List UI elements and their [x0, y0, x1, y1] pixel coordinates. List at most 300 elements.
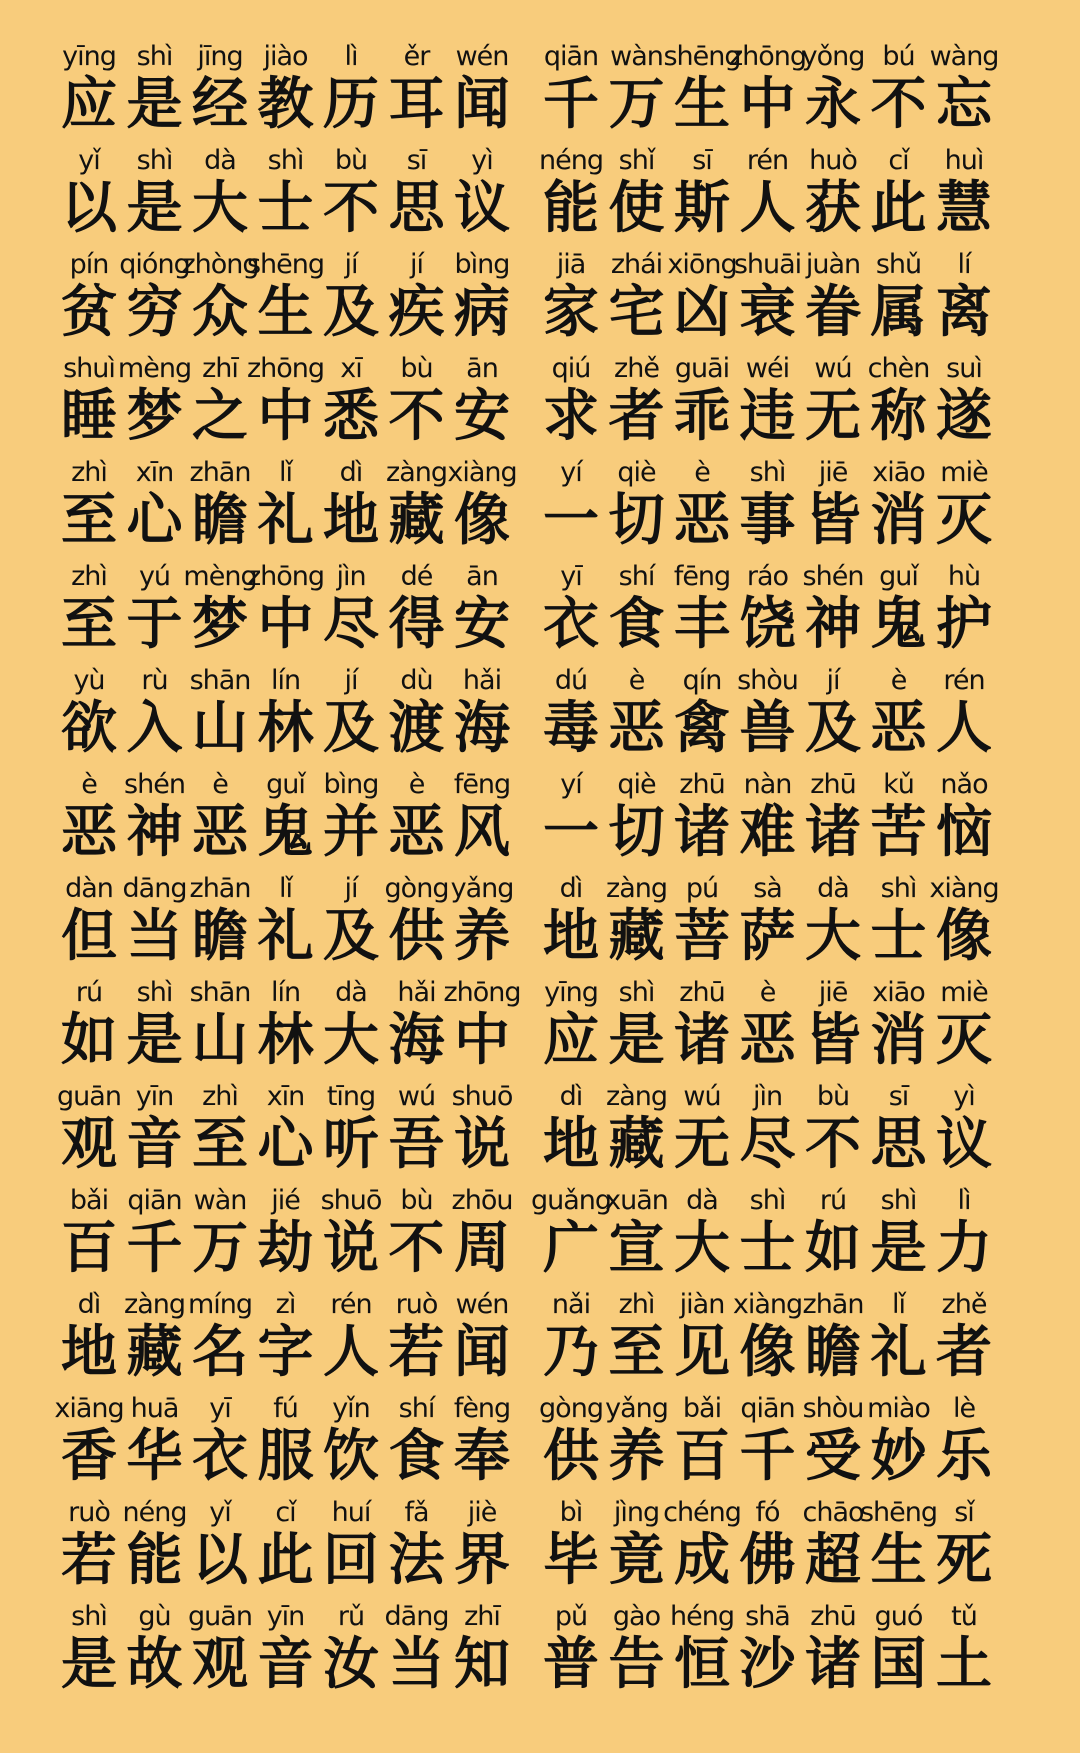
pinyin: cǐ — [275, 1497, 296, 1528]
hanzi: 地 — [543, 1112, 599, 1177]
pinyin: bù — [334, 145, 368, 176]
hanzi: 灭 — [936, 488, 992, 553]
character-cell — [54, 1392, 124, 1496]
pinyin: yīn — [135, 1081, 174, 1112]
pinyin: zhái — [610, 249, 663, 280]
character-cell — [124, 1600, 186, 1704]
character-cell — [189, 1600, 251, 1704]
pinyin: hù — [947, 561, 981, 592]
character-cell — [189, 1496, 251, 1600]
hanzi: 食 — [388, 1424, 445, 1489]
hanzi: 周 — [454, 1216, 510, 1281]
character-cell — [540, 248, 602, 352]
verse-line-right — [540, 1288, 995, 1392]
character-cell — [671, 664, 733, 768]
character-cell — [933, 248, 995, 352]
character-cell — [540, 872, 602, 976]
pinyin: shén — [802, 561, 864, 592]
hanzi: 忘 — [936, 72, 992, 137]
pinyin: xiāo — [872, 457, 925, 488]
character-cell — [540, 560, 602, 664]
character-cell — [386, 248, 448, 352]
pinyin: qiān — [543, 41, 599, 72]
verse-row — [0, 768, 1080, 872]
pinyin: bì — [559, 1497, 583, 1528]
pinyin: wén — [455, 1289, 509, 1320]
pinyin: yǐn — [332, 1393, 370, 1424]
pinyin: xiàng — [732, 1289, 803, 1320]
pinyin: hǎi — [397, 977, 436, 1008]
pinyin: yì — [471, 145, 493, 176]
character-cell — [451, 1288, 513, 1392]
character-cell — [540, 456, 602, 560]
pinyin: bù — [400, 1185, 433, 1216]
hanzi: 大 — [192, 176, 248, 241]
hanzi: 凶 — [674, 280, 730, 345]
character-cell — [124, 1392, 186, 1496]
hanzi: 入 — [126, 696, 183, 761]
pinyin: jiè — [467, 1497, 497, 1528]
hanzi: 法 — [388, 1528, 445, 1593]
pinyin: miè — [940, 977, 988, 1008]
verse-line-right — [540, 1600, 995, 1704]
character-cell — [451, 1080, 513, 1184]
pinyin: bìng — [323, 769, 379, 800]
character-cell — [802, 248, 864, 352]
hanzi: 不 — [388, 384, 445, 449]
character-cell — [732, 1288, 803, 1392]
hanzi: 中 — [257, 592, 314, 657]
character-cell — [320, 144, 382, 248]
pinyin: shì — [749, 1185, 786, 1216]
hanzi: 人 — [323, 1320, 379, 1385]
character-cell — [189, 1080, 251, 1184]
hanzi: 海 — [388, 1008, 445, 1073]
hanzi: 乖 — [674, 384, 730, 449]
character-cell — [802, 1288, 864, 1392]
character-cell — [386, 976, 448, 1080]
hanzi: 地 — [543, 904, 599, 969]
hanzi: 苦 — [870, 800, 927, 865]
hanzi: 大 — [674, 1216, 730, 1281]
hanzi: 故 — [126, 1632, 183, 1697]
hanzi: 诸 — [674, 1008, 730, 1073]
hanzi: 不 — [805, 1112, 861, 1177]
pinyin: dāng — [384, 1601, 449, 1632]
character-cell — [124, 560, 186, 664]
character-cell — [606, 560, 668, 664]
hanzi: 衰 — [739, 280, 796, 345]
hanzi: 教 — [257, 72, 314, 137]
pinyin: dù — [400, 665, 433, 696]
character-cell — [320, 872, 382, 976]
hanzi: 中 — [454, 1008, 510, 1073]
hanzi: 听 — [323, 1112, 379, 1177]
character-cell — [737, 768, 799, 872]
pinyin: fú — [273, 1393, 298, 1424]
pinyin: shān — [189, 977, 251, 1008]
character-cell — [868, 144, 930, 248]
character-cell — [443, 976, 521, 1080]
character-cell — [320, 976, 382, 1080]
character-cell — [868, 40, 930, 144]
hanzi: 难 — [739, 800, 796, 865]
hanzi: 永 — [805, 72, 861, 137]
pinyin: yǎng — [605, 1393, 668, 1424]
character-cell — [802, 144, 864, 248]
pinyin: wú — [683, 1081, 721, 1112]
hanzi: 见 — [674, 1320, 730, 1385]
verse-row — [0, 1080, 1080, 1184]
character-cell — [255, 1184, 317, 1288]
pinyin: dì — [559, 873, 583, 904]
pinyin: nǎo — [940, 769, 988, 800]
character-cell — [671, 1080, 733, 1184]
character-cell — [802, 40, 864, 144]
character-cell — [386, 1184, 448, 1288]
hanzi: 闻 — [454, 72, 510, 137]
hanzi: 思 — [388, 176, 445, 241]
pinyin: xī — [340, 353, 362, 384]
pinyin: wú — [814, 353, 852, 384]
hanzi: 食 — [608, 592, 665, 657]
verse-line-right — [540, 40, 999, 144]
pinyin: xiōng — [667, 249, 737, 280]
hanzi: 思 — [870, 1112, 927, 1177]
hanzi: 像 — [936, 904, 992, 969]
character-cell — [255, 1600, 317, 1704]
character-cell — [540, 1392, 602, 1496]
character-cell — [868, 456, 930, 560]
hanzi: 士 — [257, 176, 314, 241]
pinyin: shì — [71, 1601, 107, 1632]
pinyin: guǎng — [530, 1185, 612, 1216]
character-cell — [451, 1600, 513, 1704]
hanzi: 安 — [454, 592, 510, 657]
character-cell — [606, 872, 668, 976]
pinyin: tīng — [326, 1081, 376, 1112]
pinyin: néng — [539, 145, 603, 176]
hanzi: 知 — [454, 1632, 510, 1697]
hanzi: 百 — [674, 1424, 730, 1489]
hanzi: 回 — [323, 1528, 379, 1593]
hanzi: 生 — [870, 1528, 927, 1593]
pinyin: dāng — [122, 873, 187, 904]
hanzi: 瞻 — [192, 488, 248, 553]
pinyin: gù — [138, 1601, 171, 1632]
pinyin: zàng — [124, 1289, 185, 1320]
character-cell — [933, 1600, 995, 1704]
hanzi: 海 — [454, 696, 510, 761]
character-cell — [189, 768, 251, 872]
character-cell — [540, 352, 602, 456]
hanzi: 山 — [192, 696, 248, 761]
character-cell — [124, 144, 186, 248]
hanzi: 之 — [192, 384, 248, 449]
hanzi: 诸 — [805, 1632, 861, 1697]
character-cell — [737, 1496, 799, 1600]
character-cell — [58, 560, 120, 664]
character-cell — [246, 248, 325, 352]
pinyin: yǒng — [801, 41, 865, 72]
hanzi: 像 — [454, 488, 510, 553]
verse-line-left — [54, 1392, 513, 1496]
character-cell — [189, 352, 251, 456]
character-cell — [606, 1600, 668, 1704]
hanzi: 是 — [126, 72, 183, 137]
character-cell — [255, 40, 317, 144]
character-cell — [386, 40, 448, 144]
pinyin: rén — [943, 665, 985, 696]
pinyin: xuān — [605, 1185, 668, 1216]
hanzi: 恶 — [674, 488, 730, 553]
pinyin: zhū — [679, 769, 725, 800]
character-cell — [606, 352, 668, 456]
character-cell — [868, 1288, 930, 1392]
character-cell — [451, 1392, 513, 1496]
pinyin: dú — [554, 665, 588, 696]
character-cell — [255, 976, 317, 1080]
pinyin: gòng — [384, 873, 449, 904]
character-cell — [386, 144, 448, 248]
hanzi: 养 — [454, 904, 510, 969]
pinyin: fēng — [453, 769, 511, 800]
pinyin: jí — [344, 873, 358, 904]
pinyin: zhōng — [246, 561, 325, 592]
hanzi: 说 — [323, 1216, 379, 1281]
character-cell — [606, 456, 668, 560]
character-cell — [451, 144, 513, 248]
hanzi: 土 — [936, 1632, 992, 1697]
character-cell — [802, 456, 864, 560]
pinyin: zhōng — [246, 353, 325, 384]
hanzi: 若 — [388, 1320, 445, 1385]
pinyin: yú — [138, 561, 171, 592]
pinyin: zhān — [189, 873, 251, 904]
hanzi: 沙 — [739, 1632, 796, 1697]
character-cell — [540, 976, 602, 1080]
character-cell — [386, 872, 448, 976]
character-cell — [58, 1288, 120, 1392]
hanzi: 佛 — [739, 1528, 796, 1593]
hanzi: 恶 — [739, 1008, 796, 1073]
verse-line-left — [58, 1496, 513, 1600]
character-cell — [933, 1392, 995, 1496]
pinyin: rén — [746, 145, 789, 176]
pinyin: è — [408, 769, 425, 800]
character-cell — [933, 1288, 995, 1392]
character-cell — [802, 1184, 864, 1288]
hanzi: 疾 — [388, 280, 445, 345]
hanzi: 皆 — [805, 1008, 861, 1073]
hanzi: 称 — [870, 384, 927, 449]
hanzi: 至 — [608, 1320, 665, 1385]
hanzi: 萨 — [739, 904, 796, 969]
pinyin: xīn — [266, 1081, 305, 1112]
character-cell — [737, 1184, 799, 1288]
pinyin: yì — [953, 1081, 975, 1112]
pinyin: mèng — [117, 353, 192, 384]
character-cell — [58, 1080, 120, 1184]
hanzi: 藏 — [126, 1320, 183, 1385]
character-cell — [189, 1392, 251, 1496]
pinyin: shì — [136, 977, 173, 1008]
pinyin: jí — [344, 665, 358, 696]
character-cell — [671, 1392, 733, 1496]
verse-row — [0, 1496, 1080, 1600]
hanzi: 菩 — [674, 904, 730, 969]
character-cell — [868, 664, 930, 768]
pinyin: jí — [409, 249, 423, 280]
pinyin: sǐ — [954, 1497, 974, 1528]
hanzi: 恶 — [192, 800, 248, 865]
hanzi: 者 — [936, 1320, 992, 1385]
pinyin: guó — [874, 1601, 923, 1632]
hanzi: 观 — [61, 1112, 117, 1177]
pinyin: rù — [141, 665, 168, 696]
hanzi: 切 — [608, 800, 665, 865]
hanzi: 神 — [126, 800, 183, 865]
hanzi: 历 — [323, 72, 379, 137]
hanzi: 饮 — [323, 1424, 379, 1489]
hanzi: 生 — [257, 280, 314, 345]
hanzi: 安 — [454, 384, 510, 449]
hanzi: 至 — [61, 488, 117, 553]
hanzi: 香 — [61, 1424, 117, 1489]
hanzi: 瞻 — [192, 904, 248, 969]
hanzi: 国 — [870, 1632, 927, 1697]
character-cell — [58, 976, 120, 1080]
hanzi: 当 — [388, 1632, 445, 1697]
character-cell — [929, 872, 999, 976]
verse-line-left — [58, 352, 513, 456]
hanzi: 毕 — [543, 1528, 599, 1593]
character-cell — [606, 1184, 668, 1288]
hanzi: 宣 — [608, 1216, 665, 1281]
pinyin: jìn — [752, 1081, 783, 1112]
character-cell — [671, 1184, 733, 1288]
pinyin: yīng — [544, 977, 598, 1008]
verse-line-right — [540, 1392, 995, 1496]
pinyin: guǐ — [879, 561, 918, 592]
character-cell — [124, 976, 186, 1080]
pinyin: ruò — [395, 1289, 438, 1320]
pinyin: gào — [612, 1601, 661, 1632]
character-cell — [124, 1288, 186, 1392]
pinyin: è — [81, 769, 97, 800]
hanzi: 音 — [257, 1632, 314, 1697]
verse-row — [0, 872, 1080, 976]
hanzi: 是 — [61, 1632, 117, 1697]
hanzi: 至 — [61, 592, 117, 657]
pinyin: dàn — [65, 873, 113, 904]
character-cell — [189, 144, 251, 248]
pinyin: qiè — [617, 457, 656, 488]
hanzi: 观 — [192, 1632, 248, 1697]
character-cell — [451, 1496, 513, 1600]
pinyin: zhōu — [451, 1185, 513, 1216]
character-cell — [540, 664, 602, 768]
hanzi: 生 — [674, 72, 730, 137]
character-cell — [671, 1288, 733, 1392]
character-cell — [737, 976, 799, 1080]
verse-line-right — [540, 872, 999, 976]
pinyin: fēng — [673, 561, 731, 592]
character-cell — [802, 352, 864, 456]
hanzi: 成 — [674, 1528, 730, 1593]
character-cell — [540, 40, 602, 144]
pinyin: rú — [819, 1185, 847, 1216]
character-cell — [451, 768, 513, 872]
character-cell — [802, 872, 864, 976]
pinyin: è — [212, 769, 228, 800]
verse-line-right — [530, 1184, 995, 1288]
hanzi: 但 — [61, 904, 117, 969]
hanzi: 议 — [936, 1112, 992, 1177]
hanzi: 事 — [739, 488, 796, 553]
hanzi: 应 — [543, 1008, 599, 1073]
hanzi: 山 — [192, 1008, 248, 1073]
pinyin: yǐ — [78, 145, 100, 176]
character-cell — [124, 40, 186, 144]
pinyin: shí — [618, 561, 655, 592]
verse-line-left — [58, 872, 513, 976]
pinyin: wén — [455, 41, 509, 72]
pinyin: héng — [670, 1601, 734, 1632]
hanzi: 服 — [257, 1424, 314, 1489]
character-cell — [320, 40, 382, 144]
hanzi: 千 — [739, 1424, 796, 1489]
pinyin: lǐ — [278, 457, 292, 488]
hanzi: 使 — [608, 176, 665, 241]
pinyin: pǔ — [554, 1601, 588, 1632]
character-cell — [671, 352, 733, 456]
character-cell — [737, 456, 799, 560]
pinyin: shì — [136, 41, 173, 72]
pinyin: qiè — [617, 769, 656, 800]
character-cell — [868, 768, 930, 872]
character-cell — [737, 1080, 799, 1184]
hanzi: 是 — [870, 1216, 927, 1281]
pinyin: wú — [397, 1081, 436, 1112]
pinyin: huì — [944, 145, 984, 176]
character-cell — [868, 1184, 930, 1288]
pinyin: yǎng — [450, 873, 514, 904]
verse-line-right — [540, 1080, 995, 1184]
character-cell — [802, 1600, 864, 1704]
character-cell — [58, 664, 120, 768]
pinyin: gòng — [539, 1393, 603, 1424]
pinyin: chāo — [802, 1497, 864, 1528]
hanzi: 无 — [674, 1112, 730, 1177]
pinyin: qín — [682, 665, 722, 696]
character-cell — [540, 1080, 602, 1184]
pinyin: zhī — [464, 1601, 500, 1632]
hanzi: 不 — [323, 176, 379, 241]
character-cell — [189, 976, 251, 1080]
verse-line-left — [58, 1184, 513, 1288]
pinyin: shēng — [859, 1497, 938, 1528]
pinyin: shuāi — [733, 249, 802, 280]
pinyin: shì — [880, 873, 917, 904]
pinyin: huí — [331, 1497, 371, 1528]
hanzi: 众 — [192, 280, 248, 345]
pinyin: è — [694, 457, 710, 488]
character-cell — [119, 248, 190, 352]
pinyin: shuō — [451, 1081, 513, 1112]
hanzi: 衣 — [543, 592, 599, 657]
character-cell — [606, 664, 668, 768]
